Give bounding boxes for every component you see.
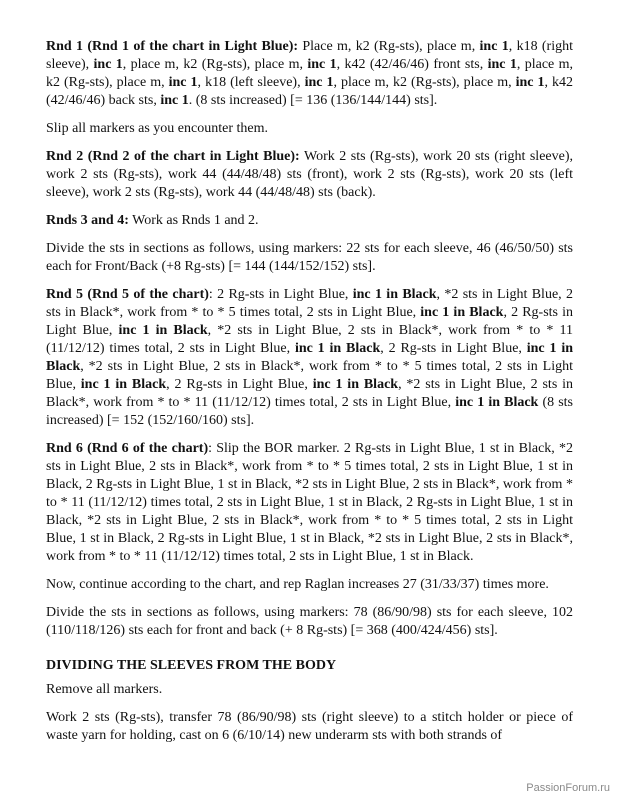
bold-run: inc 1 xyxy=(160,93,189,108)
bold-run: Rnd 5 (Rnd 5 of the chart) xyxy=(46,287,209,302)
text-run: : Slip the BOR marker. 2 Rg-sts in Light Blue, 1 st in Black, *2 sts in Light Blue, 2 sts in Black*, work from * to * 5 times total, 2 sts in Light Blue, 1 st in Black, 2 Rg-sts in Light Blue, 1 st in Black, *2 sts in Light Blue, 2 sts in Black*, work from * to * 11 (11/12/12) times total, 2 sts in Light Blue, 1 st in Black, 2 Rg-sts in Light Blue, 1 st in Black, *2 sts in Light Blue, 2 sts in Black*, work from * to * 5 times total, 2 sts in Light Blue, 1 st in Black, 2 Rg-sts in Light Blue, 1 st in Black, *2 sts in Light Blue, 2 sts in Black*, work from * to * 11 (11/12/12) times total, 2 sts in Light Blue, 1 st in Black. xyxy=(46,441,573,564)
text-run: Work 2 sts (Rg-sts), work 20 sts (right sleeve), work 2 sts (Rg-sts), work 44 (44/48/48) sts (front), work 2 sts (Rg-sts), work 20 sts (left sleeve), work 2 sts (Rg-sts), work 44 (44/48/48) sts (back). xyxy=(46,149,573,200)
text-run: , place m, k2 (Rg-sts), place m, xyxy=(46,57,574,90)
text-run: . (8 sts increased) [= 136 (136/144/144) sts]. xyxy=(188,93,438,108)
text-run: , 2 Rg-sts in Light Blue, xyxy=(380,341,527,356)
text-run: (8 sts increased) [= 152 (152/160/160) sts]. xyxy=(46,395,573,428)
bold-run: inc 1 xyxy=(93,57,123,72)
bold-run: inc 1 xyxy=(479,39,509,54)
bold-run: Rnd 1 (Rnd 1 of the chart in Light Blue): xyxy=(46,39,299,54)
bold-run: Rnd 2 (Rnd 2 of the chart in Light Blue): xyxy=(46,149,300,164)
bold-run: inc 1 xyxy=(487,57,517,72)
bold-run: inc 1 in Black xyxy=(80,377,167,392)
paragraph xyxy=(46,120,573,138)
text-run: , k18 (right sleeve), xyxy=(46,39,573,72)
bold-run: inc 1 in Black xyxy=(312,377,399,392)
bold-run: inc 1 xyxy=(515,75,545,90)
bold-run: Rnd 6 (Rnd 6 of the chart) xyxy=(46,441,209,456)
text-run: Work 2 sts (Rg-sts), transfer 78 (86/90/98) sts (right sleeve) to a stitch holder or piece of waste yarn for holding, cast on 6 (6/10/14) new underarm sts with both strands of xyxy=(46,710,573,743)
bold-run: Rnds 3 and 4: xyxy=(46,213,129,228)
bold-run: inc 1 in Black xyxy=(420,305,504,320)
bold-run: inc 1 in Black xyxy=(118,323,208,338)
text-run: , k42 (42/46/46) front sts, xyxy=(336,57,488,72)
text-run: Work as Rnds 1 and 2. xyxy=(128,213,259,228)
text-run: Divide the sts in sections as follows, using markers: 78 (86/90/98) sts for each sleeve, 102 (110/118/126) sts each for front and back (+ 8 Rg-sts) [= 368 (400/424/456) sts]. xyxy=(46,605,573,638)
text-run: Divide the sts in sections as follows, using markers: 22 sts for each sleeve, 46 (46/50/50) sts each for Front/Back (+8 Rg-sts) [= 144 (144/152/152) sts]. xyxy=(46,241,573,274)
text-run: Slip all markers as you encounter them. xyxy=(46,121,268,136)
bold-run: inc 1 in Black xyxy=(46,341,573,374)
text-run: Now, continue according to the chart, and rep Raglan increases 27 (31/33/37) times more. xyxy=(46,577,549,592)
paragraph xyxy=(46,286,573,430)
section-heading xyxy=(46,657,573,675)
bold-run: inc 1 xyxy=(307,57,337,72)
watermark: PassionForum.ru xyxy=(526,782,610,794)
paragraph xyxy=(46,576,573,594)
paragraph xyxy=(46,38,573,110)
text-run: , 2 Rg-sts in Light Blue, xyxy=(166,377,313,392)
text-run: , 2 Rg-sts in Light Blue, xyxy=(46,305,573,338)
document-page xyxy=(46,38,573,755)
text-run: , *2 sts in Light Blue, 2 sts in Black*, work from * to * 5 times total, 2 sts in Light Blue, xyxy=(46,287,573,320)
bold-run: inc 1 in Black xyxy=(352,287,437,302)
text-run: : 2 Rg-sts in Light Blue, xyxy=(208,287,353,302)
paragraph xyxy=(46,148,573,202)
bold-run: DIVIDING THE SLEEVES FROM THE BODY xyxy=(46,658,337,673)
text-run: Remove all markers. xyxy=(46,682,163,697)
paragraph xyxy=(46,212,573,230)
text-run: , *2 sts in Light Blue, 2 sts in Black*, work from * to * 11 (11/12/12) times total, 2 sts in Light Blue, xyxy=(46,323,574,356)
text-run: , *2 sts in Light Blue, 2 sts in Black*, work from * to * 5 times total, 2 sts in Light Blue, xyxy=(46,359,573,392)
paragraph xyxy=(46,240,573,276)
text-run: , *2 sts in Light Blue, 2 sts in Black*, work from * to * 11 (11/12/12) times total, 2 sts in Light Blue, xyxy=(46,377,574,410)
text-run: , k18 (left sleeve), xyxy=(197,75,305,90)
paragraph xyxy=(46,440,573,566)
text-run: , k42 (42/46/46) back sts, xyxy=(46,75,574,108)
text-run: Place m, k2 (Rg-sts), place m, xyxy=(298,39,480,54)
text-run: , place m, k2 (Rg-sts), place m, xyxy=(333,75,516,90)
bold-run: inc 1 xyxy=(168,75,198,90)
bold-run: inc 1 in Black xyxy=(455,395,539,410)
bold-run: inc 1 in Black xyxy=(294,341,381,356)
bold-run: inc 1 xyxy=(304,75,334,90)
paragraph xyxy=(46,681,573,699)
text-run: , place m, k2 (Rg-sts), place m, xyxy=(122,57,308,72)
paragraph xyxy=(46,604,573,640)
paragraph xyxy=(46,709,573,745)
